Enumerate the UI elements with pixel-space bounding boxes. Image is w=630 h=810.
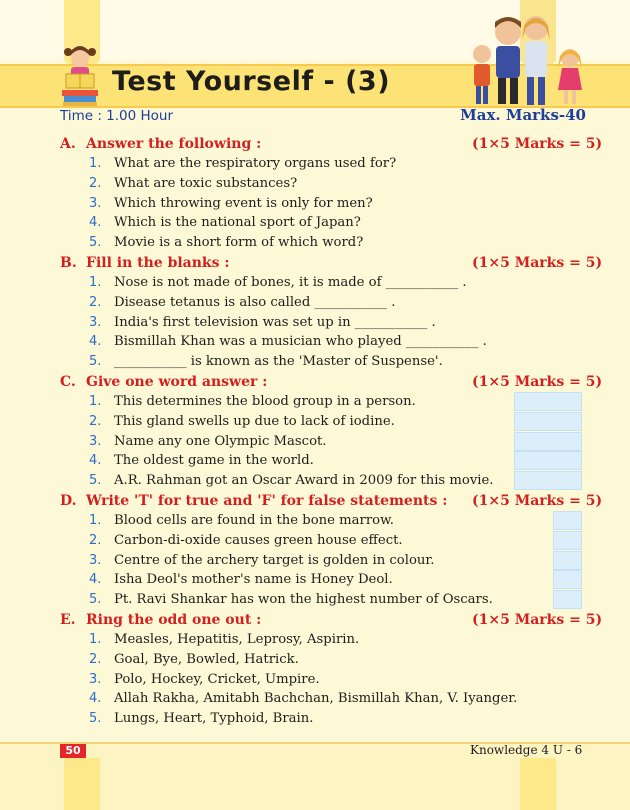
question-number: 2.	[89, 175, 102, 191]
question-number: 1.	[89, 275, 102, 290]
section-letter: C.	[60, 374, 76, 390]
question-number: 1.	[89, 632, 102, 647]
question-text: This gland swells up due to lack of iodine.	[114, 413, 395, 429]
question-number: 3.	[89, 195, 102, 211]
section-marks: (1×5 Marks = 5)	[472, 136, 603, 152]
question-text: Lungs, Heart, Typhoid, Brain.	[114, 711, 314, 727]
page-number-badge: 50	[60, 744, 86, 758]
section-letter: A.	[60, 136, 76, 152]
question-text: Which throwing event is only for men?	[114, 195, 373, 211]
section-title: Ring the odd one out :	[86, 612, 262, 628]
question-number: 2.	[89, 294, 102, 310]
question-text: What are the respiratory organs used for?	[114, 156, 397, 171]
answer-box[interactable]	[514, 471, 582, 490]
question-number: 3.	[89, 433, 102, 449]
section-title: Write 'T' for true and 'F' for false statements :	[86, 493, 448, 509]
question-number: 3.	[89, 552, 102, 568]
question-text: Isha Deol's mother's name is Honey Deol.	[114, 572, 393, 588]
question-number: 1.	[89, 394, 102, 409]
question-text: Bismillah Khan was a musician who played ___________ .	[114, 334, 487, 350]
section-letter: D.	[60, 493, 77, 509]
page-title: Test Yourself - (3)	[112, 66, 391, 97]
question-text: India's first television was set up in ___________ .	[114, 314, 436, 330]
answer-box[interactable]	[514, 432, 582, 451]
question-text: Polo, Hockey, Cricket, Umpire.	[114, 671, 320, 687]
question-number: 5.	[89, 711, 102, 727]
question-number: 3.	[89, 671, 102, 687]
max-marks-label: Max. Marks-40	[460, 106, 586, 124]
family-cartoon-icon	[470, 10, 590, 108]
question-number: 5.	[89, 235, 102, 251]
question-number: 4.	[89, 215, 102, 231]
section-title: Fill in the blanks :	[86, 255, 230, 271]
question-number: 5.	[89, 354, 102, 370]
question-text: Disease tetanus is also called ___________ .	[114, 294, 396, 310]
section-marks: (1×5 Marks = 5)	[472, 374, 603, 390]
footer-right-ribbon	[520, 758, 556, 810]
question-text: Movie is a short form of which word?	[114, 235, 364, 251]
question-number: 5.	[89, 592, 102, 608]
question-text: Blood cells are found in the bone marrow.	[114, 513, 395, 528]
answer-box[interactable]	[514, 412, 582, 431]
section-letter: E.	[60, 612, 76, 628]
question-number: 4.	[89, 572, 102, 588]
question-text: ___________ is known as the 'Master of Suspense'.	[114, 354, 443, 370]
time-label: Time : 1.00 Hour	[60, 108, 174, 124]
question-number: 2.	[89, 651, 102, 667]
question-text: Measles, Hepatitis, Leprosy, Aspirin.	[114, 632, 360, 647]
question-number: 1.	[89, 156, 102, 171]
book-title: Knowledge 4 U - 6	[470, 743, 583, 757]
footer-left-ribbon	[64, 758, 100, 810]
section-marks: (1×5 Marks = 5)	[472, 255, 603, 271]
question-number: 1.	[89, 513, 102, 528]
section-title: Answer the following :	[86, 136, 262, 152]
question-text: A.R. Rahman got an Oscar Award in 2009 for this movie.	[114, 473, 494, 489]
question-number: 2.	[89, 532, 102, 548]
question-text: Name any one Olympic Mascot.	[114, 433, 327, 449]
section-letter: B.	[60, 255, 77, 271]
answer-box[interactable]	[553, 551, 582, 570]
question-number: 3.	[89, 314, 102, 330]
question-number: 4.	[89, 453, 102, 469]
answer-box[interactable]	[553, 511, 582, 530]
question-number: 5.	[89, 473, 102, 489]
section-title: Give one word answer :	[86, 374, 268, 390]
answer-box[interactable]	[553, 590, 582, 609]
question-text: Allah Rakha, Amitabh Bachchan, Bismillah Khan, V. Iyanger.	[114, 691, 518, 707]
question-text: The oldest game in the world.	[114, 453, 314, 469]
question-number: 4.	[89, 334, 102, 350]
answer-box[interactable]	[514, 392, 582, 411]
question-text: What are toxic substances?	[114, 175, 298, 191]
question-text: Pt. Ravi Shankar has won the highest number of Oscars.	[114, 592, 493, 608]
answer-box[interactable]	[553, 531, 582, 550]
question-text: Carbon-di-oxide causes green house effect.	[114, 532, 403, 548]
question-text: Goal, Bye, Bowled, Hatrick.	[114, 651, 299, 667]
answer-box[interactable]	[553, 570, 582, 589]
answer-box[interactable]	[514, 451, 582, 470]
question-text: Which is the national sport of Japan?	[114, 215, 361, 231]
question-text: Nose is not made of bones, it is made of ___________ .	[114, 275, 467, 290]
question-number: 2.	[89, 413, 102, 429]
reading-girl-icon	[58, 40, 102, 106]
question-text: This determines the blood group in a person.	[114, 394, 416, 409]
question-text: Centre of the archery target is golden in colour.	[114, 552, 435, 568]
section-marks: (1×5 Marks = 5)	[472, 612, 603, 628]
section-marks: (1×5 Marks = 5)	[472, 493, 603, 509]
question-number: 4.	[89, 691, 102, 707]
